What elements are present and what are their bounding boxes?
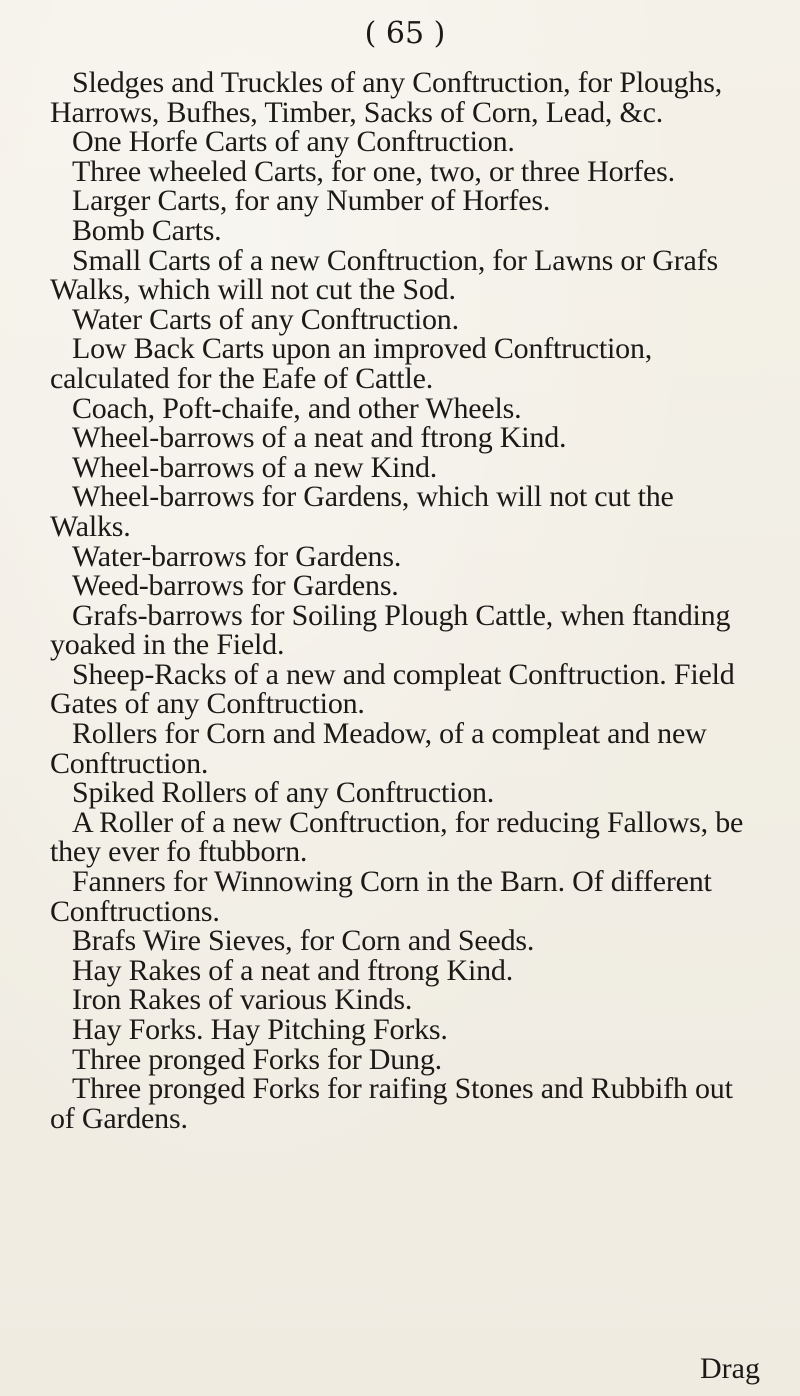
catalogue-entry: Three pronged Forks for Dung. xyxy=(72,1042,442,1076)
catalogue-entries xyxy=(50,68,760,1133)
catalogue-entry: Three pronged Forks for raifing Stones and Rubbifh out of Gardens. xyxy=(50,1072,733,1135)
catalogue-entry: Grafs-barrows for Soiling Plough Cattle, when ftanding yoaked in the Field. xyxy=(50,598,731,662)
catalogue-entry: Rollers for Corn and Meadow, of a compleat and new Conftruction. xyxy=(50,717,707,780)
catalogue-entry: A Roller of a new Conftruction, for reducing Fallows, be they ever fo ftubborn. xyxy=(50,805,744,869)
catalogue-entry: Sheep-Racks of a new and compleat Conftruction. Field Gates of any Conftruction. xyxy=(50,657,735,721)
catalogue-entry: Fanners for Winnowing Corn in the Barn. Of different Conftructions. xyxy=(50,865,712,928)
catalogue-entry: Hay Rakes of a neat and ftrong Kind. xyxy=(72,953,513,987)
catalogue-entry: Weed-barrows for Gardens. xyxy=(72,569,399,603)
catalogue-entry: Iron Rakes of various Kinds. xyxy=(72,983,413,1017)
catalogue-entry: Water Carts of any Conftruction. xyxy=(72,302,459,336)
catalogue-entry: Wheel-barrows of a new Kind. xyxy=(72,450,438,484)
catalogue-entry: Wheel-barrows of a neat and ftrong Kind. xyxy=(72,421,567,455)
catalogue-entry: Sledges and Truckles of any Conftruction, for Ploughs, Harrows, Bufhes, Timber, Sacks of Corn, Lead, &c. xyxy=(50,66,722,129)
catalogue-entry: Larger Carts, for any Number of Horfes. xyxy=(72,184,551,218)
catchword: Drag xyxy=(700,1352,760,1385)
catalogue-entry: One Horfe Carts of any Conftruction. xyxy=(72,125,515,159)
catalogue-entry: Small Carts of a new Conftruction, for Lawns or Grafs Walks, which will not cut the Sod. xyxy=(50,243,718,307)
catalogue-entry: Wheel-barrows for Gardens, which will not cut the Walks. xyxy=(50,480,674,543)
catalogue-entry: Low Back Carts upon an improved Conftruction, calculated for the Eafe of Cattle. xyxy=(50,332,653,395)
catalogue-entry: Hay Forks. Hay Pitching Forks. xyxy=(72,1013,448,1046)
catalogue-entry: Spiked Rollers of any Conftruction. xyxy=(72,776,495,810)
catalogue-entry: Brafs Wire Sieves, for Corn and Seeds. xyxy=(72,924,535,958)
catalogue-entry: Coach, Poft-chaife, and other Wheels. xyxy=(72,391,522,425)
catalogue-entry: Water-barrows for Gardens. xyxy=(72,539,402,573)
page-number-header: ( 65 ) xyxy=(364,16,446,51)
catalogue-entry: Bomb Carts. xyxy=(72,213,222,247)
catalogue-entry: Three wheeled Carts, for one, two, or three Horfes. xyxy=(72,154,675,188)
